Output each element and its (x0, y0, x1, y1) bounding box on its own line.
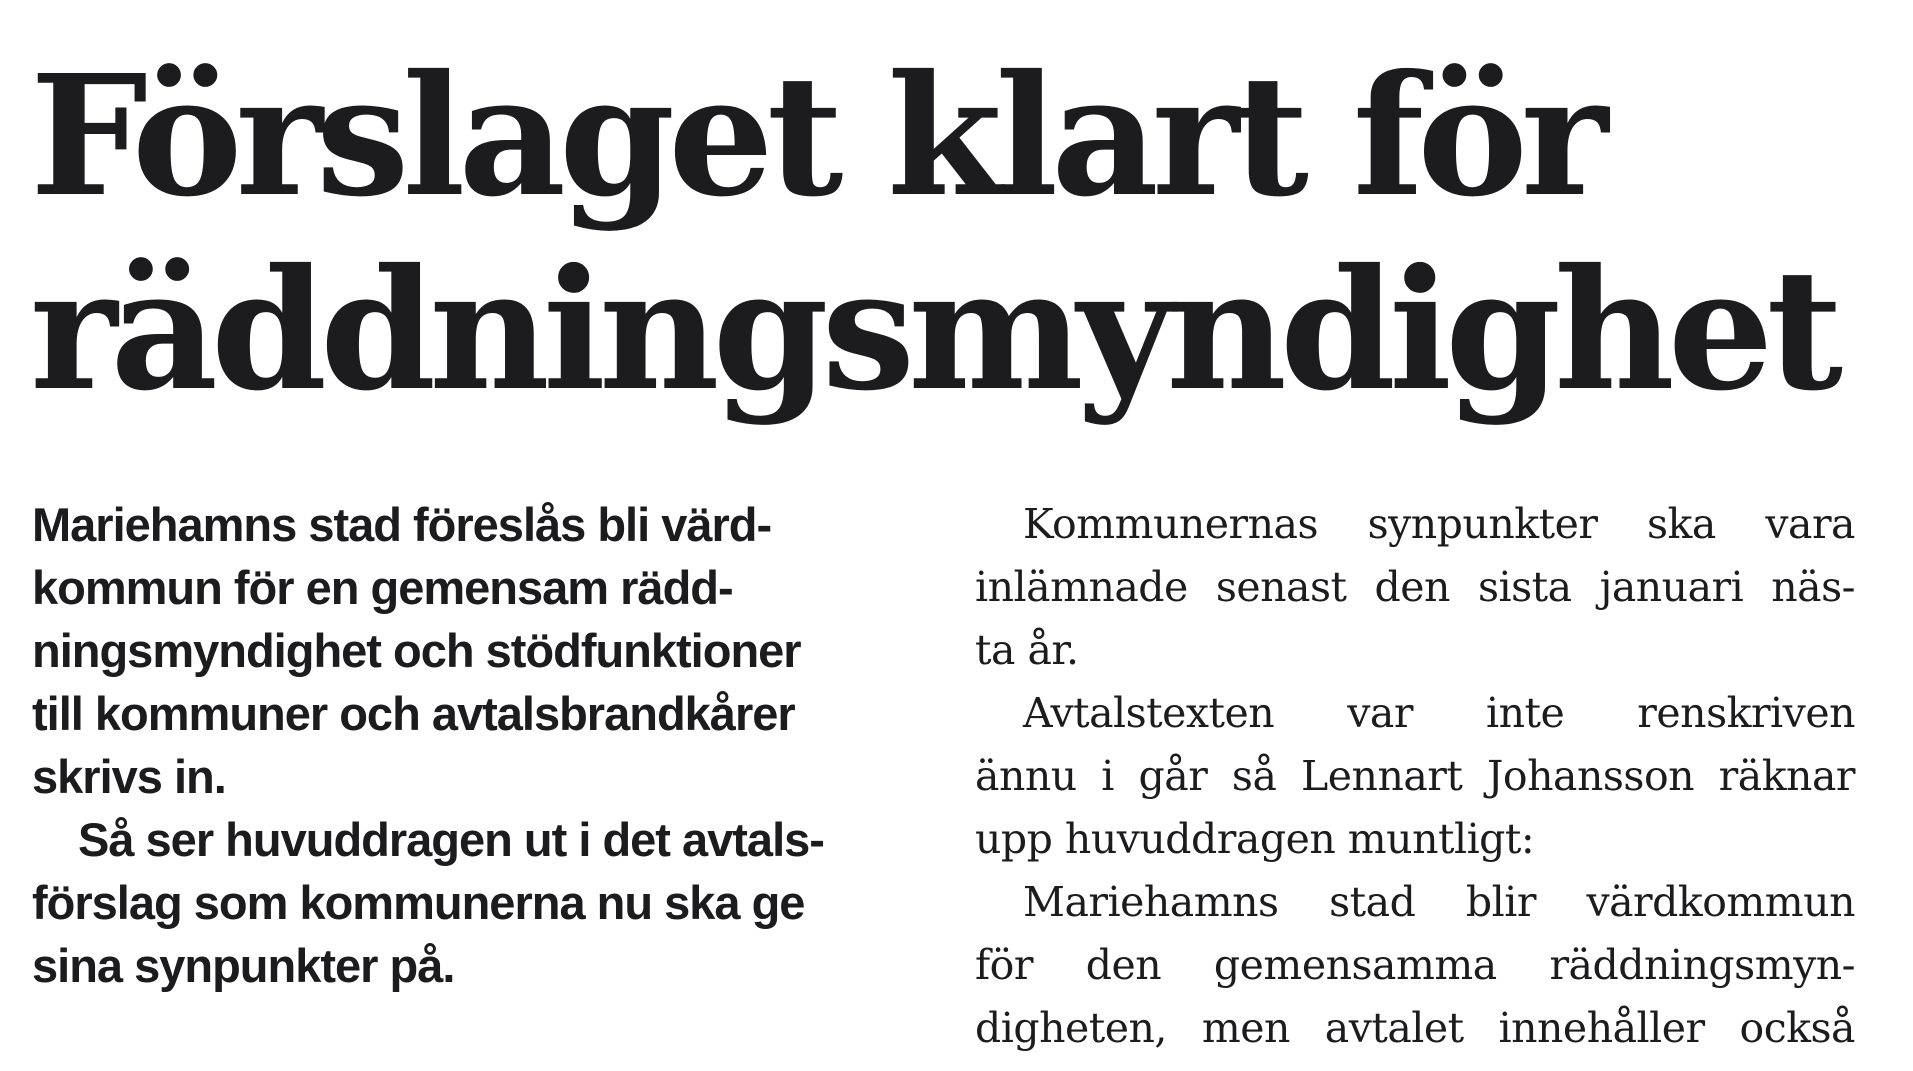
body-line: ta år. (975, 626, 1079, 674)
headline-line-1: Förslaget klart för (30, 39, 1602, 234)
body-line: Mariehamns stad blir värdkommun (1023, 878, 1855, 926)
lead-line: skrivs in. (32, 750, 226, 803)
lead-line: Mariehamns stad föreslås bli värd- (32, 498, 772, 551)
lead-line: ningsmyndighet och stödfunktioner (32, 624, 801, 677)
lead-line: förslag som kommunerna nu ska ge (32, 876, 805, 929)
body-column (975, 493, 1855, 1060)
body-line: Avtalstexten var inte renskriven (1023, 689, 1855, 737)
body-line: inlämnade senast den sista januari näs- (975, 563, 1855, 611)
lead-line: kommun för en gemensam rädd- (32, 561, 733, 614)
headline-line-2: räddningsmyndighet (30, 233, 1837, 428)
lead-line: sina synpunkter på. (32, 939, 455, 992)
body-line: upp huvuddragen muntligt: (975, 815, 1535, 863)
headline (30, 40, 1836, 428)
body-line: digheten, men avtalet innehåller också (975, 1004, 1855, 1052)
lead-line: Så ser huvuddragen ut i det avtals- (78, 813, 824, 866)
lead-line: till kommuner och avtalsbrandkårer (32, 687, 795, 740)
body-line: ännu i går så Lennart Johansson räknar (975, 752, 1855, 800)
body-line: Kommunernas synpunkter ska vara (1023, 500, 1855, 548)
lead-paragraph (32, 493, 912, 997)
body-line: för den gemensamma räddningsmyn- (975, 941, 1855, 989)
